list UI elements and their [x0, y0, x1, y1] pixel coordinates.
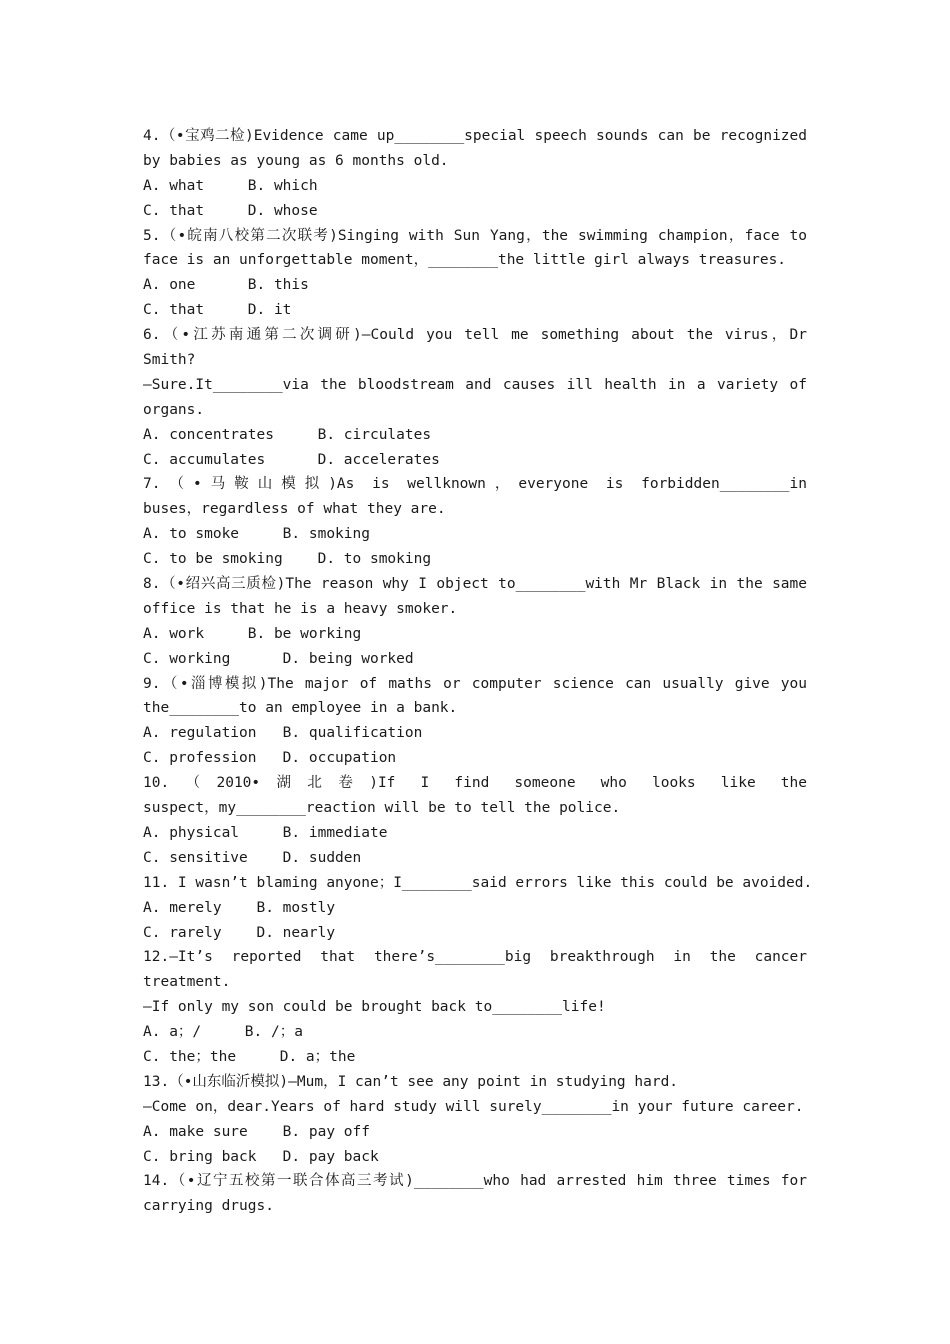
text-line: treatment.	[143, 974, 231, 991]
text-line: by babies as young as 6 months old.	[143, 152, 449, 169]
text-line: A. regulation B. qualification	[143, 725, 423, 742]
text-line: the________to an employee in a bank.	[143, 700, 458, 717]
text-line: 8.（•绍兴高三质检)The reason why I object to________with Mr Black in the same	[143, 576, 807, 593]
text-line: C. sensitive D. sudden	[143, 849, 362, 866]
text-line: —Sure.It________via the bloodstream and causes ill health in a variety of	[143, 376, 807, 393]
text-line: face is an unforgettable moment，________the little girl always treasures.	[143, 252, 787, 269]
text-line: C. that D. it	[143, 302, 292, 319]
text-line: suspect，my________reaction will be to tell the police.	[143, 800, 621, 817]
text-line: C. that D. whose	[143, 202, 318, 219]
text-line: 7.（•马鞍山模拟)As is wellknown，everyone is forbidden________in	[143, 476, 807, 493]
text-line: C. rarely D. nearly	[143, 924, 336, 941]
text-line: 13.（•山东临沂模拟)—Mum，I can’t see any point in studying hard.	[143, 1073, 679, 1090]
text-line: —Come on，dear.Years of hard study will surely________in your future career.	[143, 1098, 804, 1115]
text-line: carrying drugs.	[143, 1198, 274, 1215]
text-line: organs.	[143, 401, 205, 418]
text-line: A. physical B. immediate	[143, 824, 388, 841]
text-line: 10.（2010•湖北卷)If I find someone who looks like the	[143, 775, 807, 792]
text-line: A. to smoke B. smoking	[143, 526, 370, 543]
exercise-text	[143, 124, 813, 1219]
text-line: C. the；the D. a；the	[143, 1048, 356, 1065]
text-line: 6.（•江苏南通第二次调研)—Could you tell me something about the virus，Dr	[143, 327, 807, 344]
text-line: C. accumulates D. accelerates	[143, 451, 440, 468]
text-line: C. to be smoking D. to smoking	[143, 551, 432, 568]
text-line: 12.—It’s reported that there’s________big breakthrough in the cancer	[143, 949, 807, 966]
text-line: 9.（•淄博模拟)The major of maths or computer science can usually give you	[143, 675, 807, 692]
text-line: A. a；/ B. /；a	[143, 1024, 303, 1041]
text-line: buses，regardless of what they are.	[143, 501, 446, 518]
text-line: 4.（•宝鸡二检)Evidence came up________special speech sounds can be recognized	[143, 128, 807, 144]
text-line: C. profession D. occupation	[143, 750, 397, 767]
text-line: A. what B. which	[143, 177, 318, 194]
text-line: 5.（•皖南八校第二次联考)Singing with Sun Yang，the swimming champion，face to	[143, 227, 807, 244]
text-line: —If only my son could be brought back to________life!	[143, 999, 606, 1016]
text-line: A. make sure B. pay off	[143, 1123, 370, 1140]
text-line: C. bring back D. pay back	[143, 1148, 379, 1165]
text-line: A. concentrates B. circulates	[143, 426, 432, 443]
text-line: A. merely B. mostly	[143, 899, 336, 916]
text-line: 11. I wasn’t blaming anyone；I________said errors like this could be avoided.	[143, 874, 813, 891]
text-line: office is that he is a heavy smoker.	[143, 600, 458, 617]
text-line: 14.（•辽宁五校第一联合体高三考试)________who had arrested him three times for	[143, 1173, 807, 1190]
text-line: A. work B. be working	[143, 625, 362, 642]
text-line: C. working D. being worked	[143, 650, 414, 667]
text-line: A. one B. this	[143, 277, 309, 294]
text-line: Smith?	[143, 352, 196, 369]
